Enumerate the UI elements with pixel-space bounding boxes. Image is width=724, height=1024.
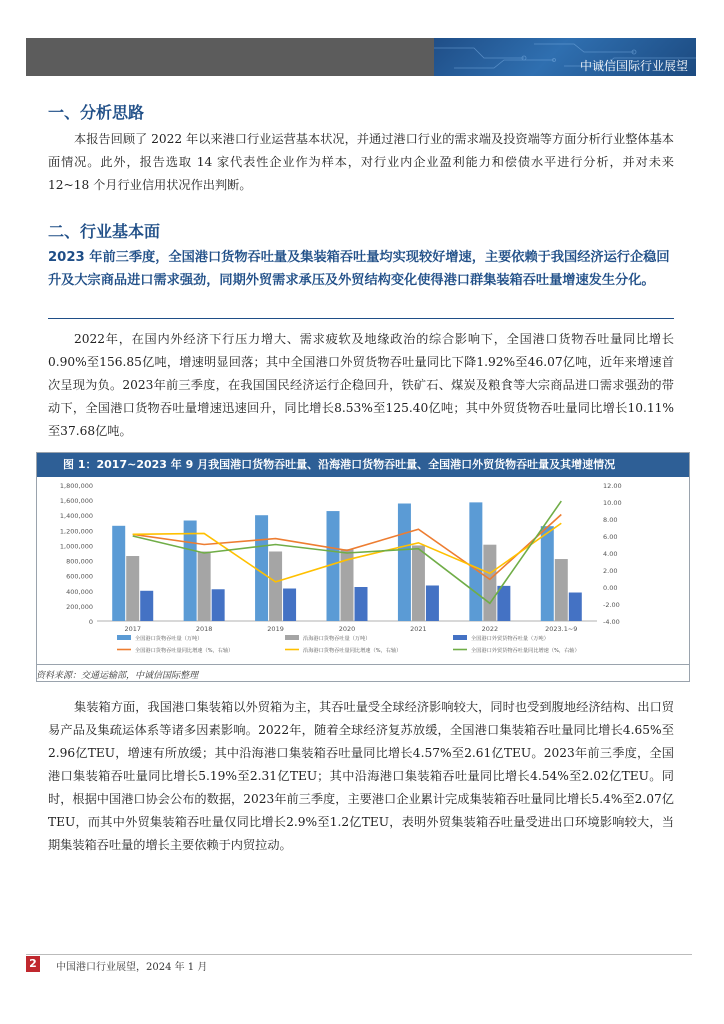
legend-swatch-1 bbox=[285, 635, 299, 640]
legend-label-3: 全国港口货物吞吐量同比增速（%，右轴） bbox=[135, 648, 234, 654]
legend-label-5: 全国港口外贸货物吞吐量同比增速（%，右轴） bbox=[471, 648, 580, 654]
x-tick-label: 2021 bbox=[410, 625, 427, 633]
bar-1-5 bbox=[483, 545, 496, 621]
bar-0-0 bbox=[112, 526, 125, 621]
figure-1 bbox=[36, 452, 690, 682]
section-heading-analysis: 一、分析思路 bbox=[48, 103, 145, 122]
y2-tick-label: 10.00 bbox=[603, 499, 622, 507]
legend-label-1: 沿海港口货物吞吐量（万吨） bbox=[303, 636, 371, 642]
header-bar bbox=[26, 38, 696, 76]
y-tick-label: 1,600,000 bbox=[59, 497, 93, 506]
bar-0-6 bbox=[541, 526, 554, 621]
section-heading-fundamentals: 二、行业基本面 bbox=[48, 222, 161, 241]
y2-tick-label: 2.00 bbox=[603, 567, 618, 575]
container-throughput-paragraph: 集装箱方面，我国港口集装箱以外贸箱为主，其吞吐量受全球经济影响较大，同时也受到腹地经济结构、出口贸易产品及集疏运体系等诸多因素影响。2022年，随着全球经济复苏放缓，全国港口集装箱吞吐量同比增长4.65%至2.96亿TEU，增速有所放缓；其中沿海港口集装箱吞吐量同比增长4.57%至2.61亿TEU。2023年前三季度，全国港口集装箱吞吐量同比增长5.19%至2.31亿TEU；其中沿海港口集装箱吞吐量同比增长4.54%至2.02亿TEU。同时，根据中国港口协会公布的数据，2023年前三季度，主要港口企业累计完成集装箱吞吐量同比增长5.4%至2.07亿TEU，而其中外贸集装箱吞吐量仅同比增长2.9%至1.2亿TEU，表明外贸集装箱吞吐量受进出口环境影响较大，当期集装箱吞吐量的增长主要依赖于内贸拉动。 bbox=[48, 700, 674, 852]
x-tick-label: 2017 bbox=[124, 625, 141, 633]
y-tick-label: 800,000 bbox=[66, 557, 93, 566]
bar-2-0 bbox=[140, 591, 153, 621]
highlight-divider bbox=[48, 318, 674, 319]
y2-tick-label: 12.00 bbox=[603, 482, 622, 490]
y-tick-label: 1,800,000 bbox=[59, 482, 93, 490]
analysis-paragraph: 本报告回顾了 2022 年以来港口行业运营基本状况，并通过港口行业的需求端及投资端等方面分析行业整体基本面情况。此外，报告选取 14 家代表性企业作为样本，对行业内企业盈利能力和偿债水平进行分析，并对未来 12~18 个月行业信用状况作出判断。 bbox=[48, 132, 674, 192]
y-tick-label: 1,200,000 bbox=[59, 527, 93, 536]
brand-title: 中诚信国际行业展望 bbox=[579, 59, 688, 73]
x-tick-label: 2018 bbox=[195, 625, 213, 633]
y-tick-label: 1,000,000 bbox=[59, 542, 93, 551]
bar-0-5 bbox=[469, 502, 482, 621]
key-finding-highlight: 2023 年前三季度，全国港口货物吞吐量及集装箱吞吐量均实现较好增速，主要依赖于我国经济运行企稳回升及大宗商品进口需求强劲，同期外贸需求承压及外贸结构变化使得港口群集装箱吞吐量增速发生分化。 bbox=[48, 250, 670, 288]
bar-1-4 bbox=[412, 545, 425, 621]
legend-label-4: 沿海港口货物吞吐量同比增速（%，右轴） bbox=[303, 648, 402, 654]
y2-tick-label: 6.00 bbox=[603, 533, 618, 541]
figure-source-divider bbox=[36, 664, 690, 665]
x-tick-label: 2020 bbox=[338, 625, 356, 633]
y2-tick-label: -4.00 bbox=[603, 618, 620, 626]
figure-title: 图 1：2017~2023 年 9 月我国港口货物吞吐量、沿海港口货物吞吐量、全国港口外贸货物吞吐量及其增速情况 bbox=[37, 453, 689, 477]
bar-2-3 bbox=[355, 587, 368, 621]
bar-2-4 bbox=[426, 585, 439, 621]
x-tick-label: 2023.1~9 bbox=[545, 625, 578, 633]
legend-swatch-2 bbox=[453, 635, 467, 640]
footer-text: 中国港口行业展望，2024 年 1 月 bbox=[56, 962, 208, 973]
figure-source: 资料来源：交通运输部，中诚信国际整理 bbox=[36, 671, 199, 681]
legend-label-2: 全国港口外贸货物吞吐量（万吨） bbox=[471, 636, 549, 642]
page-number: 2 bbox=[26, 956, 40, 972]
bar-1-2 bbox=[269, 551, 282, 621]
bar-0-2 bbox=[255, 515, 268, 621]
y-tick-label: 200,000 bbox=[66, 602, 93, 611]
y-tick-label: 600,000 bbox=[66, 572, 93, 581]
y-tick-label: 0 bbox=[88, 618, 93, 626]
bar-2-2 bbox=[283, 589, 296, 621]
legend-label-0: 全国港口货物吞吐量（万吨） bbox=[135, 636, 203, 642]
legend-swatch-0 bbox=[117, 635, 131, 640]
footer-divider bbox=[26, 954, 692, 955]
y2-tick-label: 4.00 bbox=[603, 550, 618, 558]
y2-tick-label: 8.00 bbox=[603, 516, 618, 524]
y2-tick-label: 0.00 bbox=[603, 584, 618, 592]
brand-banner bbox=[434, 38, 696, 76]
cargo-throughput-paragraph: 2022年，在国内外经济下行压力增大、需求疲软及地缘政治的综合影响下，全国港口货物吞吐量同比增长0.90%至156.85亿吨，增速明显回落；其中全国港口外贸货物吞吐量同比下降1.92%至46.07亿吨，近年来增速首次呈现为负。2023年前三季度，在我国国民经济运行企稳回升，铁矿石、煤炭及粮食等大宗商品进口需求强劲的带动下，全国港口货物吞吐量增速迅速回升，同比增长8.53%至125.40亿吨；其中外贸货物吞吐量同比增长10.11%至37.68亿吨。 bbox=[48, 332, 674, 438]
bar-2-6 bbox=[569, 593, 582, 621]
bar-1-1 bbox=[198, 551, 211, 621]
y-tick-label: 1,400,000 bbox=[59, 512, 93, 521]
bar-2-1 bbox=[212, 589, 225, 621]
x-tick-label: 2022 bbox=[481, 625, 499, 633]
throughput-chart bbox=[37, 477, 689, 663]
bar-1-0 bbox=[126, 556, 139, 621]
x-tick-label: 2019 bbox=[267, 625, 284, 633]
bar-0-4 bbox=[398, 504, 411, 621]
bar-0-1 bbox=[184, 521, 197, 621]
y-tick-label: 400,000 bbox=[66, 587, 93, 596]
y2-tick-label: -2.00 bbox=[603, 601, 620, 609]
bar-1-6 bbox=[555, 559, 568, 621]
